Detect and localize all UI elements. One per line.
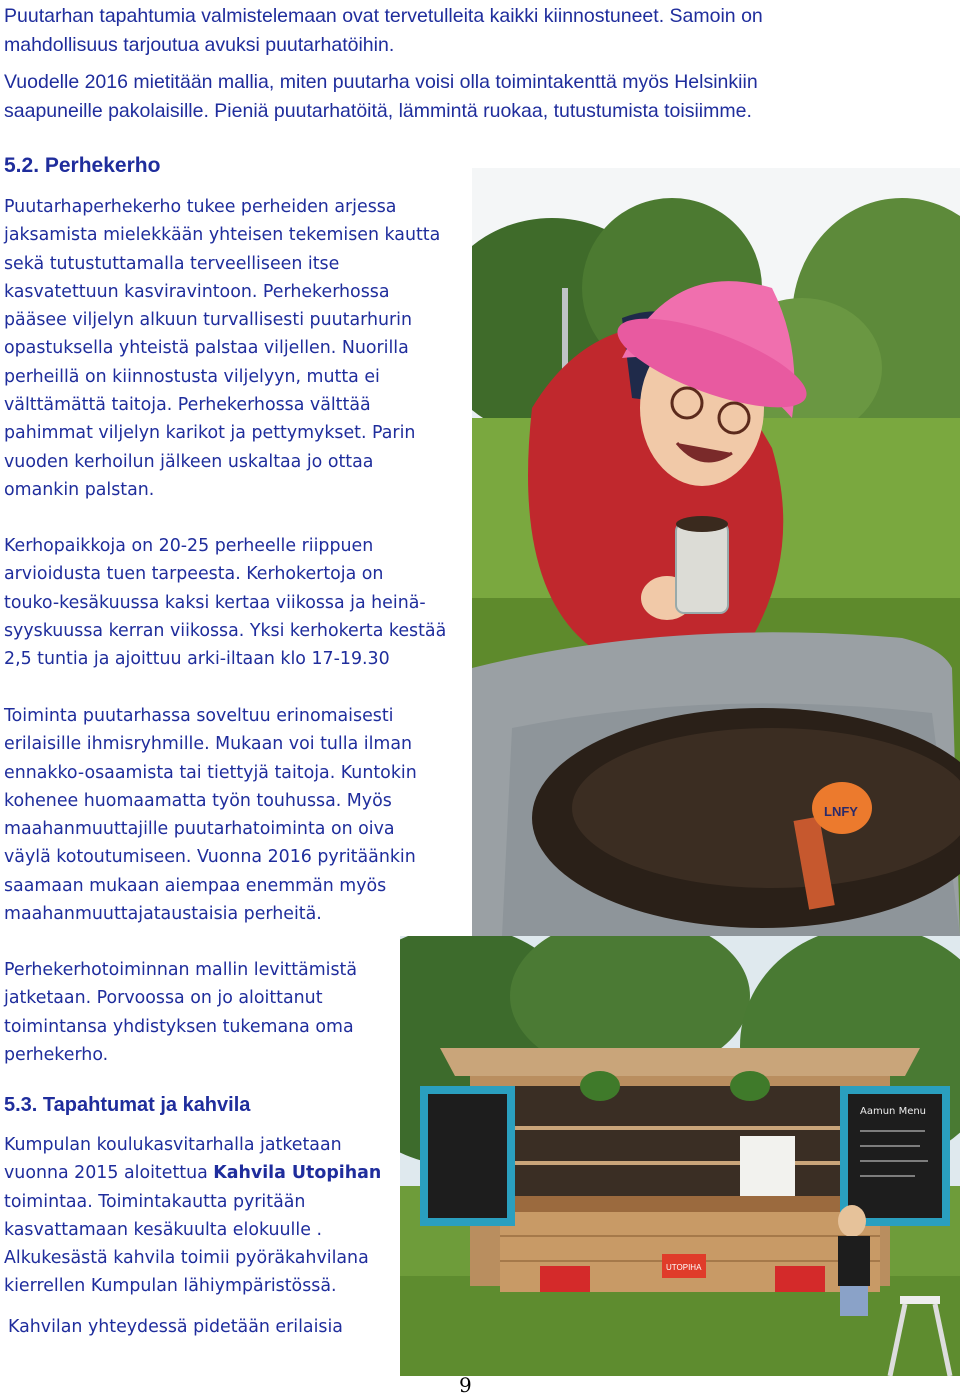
text-line: saamaan mukaan aiempaa enemmän myös [4,875,387,896]
tapahtumat-para-2: Kahvilan yhteydessä pidetään erilaisia [8,1317,343,1337]
text-line: opastuksella yhteistä palstaa viljellen. Nuorilla [4,338,409,359]
tapahtumat-para-1 [4,1131,381,1301]
intro-line: Puutarhan tapahtumia valmistelemaan ovat tervetulleita kaikki kiinnostuneet. Samoin on [4,5,763,27]
text-line: perhekerho. [4,1044,109,1065]
cafe-stand-illustration [400,936,960,1376]
text-line: kasvatettuun kasviravintoon. Perhekerhossa [4,281,390,302]
text-line: Perhekerhotoiminnan mallin levittämistä [4,960,357,980]
intro-text [4,2,954,126]
text-line: Puutarhaperhekerho tukee perheiden arjessa [4,197,397,217]
text-line: sekä tutustuttamalla terveelliseen itse [4,253,340,274]
text-fragment: vuonna 2015 aloitettua [4,1163,214,1184]
text-line: maahanmuuttajille puutarhatoiminta on oiva [4,819,395,840]
perhekerho-para-1 [4,193,440,504]
text-line: toimintaa. Toimintakautta pyritään [4,1191,306,1212]
text-line: Kumpulan koulukasvitarhalla jatketaan [4,1135,342,1155]
text-line: jaksamista mielekkään yhteisen tekemisen kautta [4,225,441,246]
cafe-name: Kahvila Utopihan [213,1163,382,1184]
intro-line: Vuodelle 2016 mietitään mallia, miten puutarha voisi olla toimintakenttä myös Helsinkiin [4,71,758,93]
text-line: ennakko-osaamista tai tiettyjä taitoja. Kuntokin [4,762,417,783]
child-wheelbarrow-photo [472,168,960,936]
cafe-stand-photo [400,936,960,1376]
text-line: pääsee viljelyn alkuun turvallisesti puutarhurin [4,310,413,331]
text-line: erilaisille ihmisryhmille. Mukaan voi tulla ilman [4,734,413,755]
page-number: 9 [459,1373,472,1397]
text-line: Alkukesästä kahvila toimii pyöräkahvilana [4,1248,369,1269]
text-line: väylä kotoutumiseen. Vuonna 2016 pyritäänkin [4,847,416,868]
text-line: kierrellen Kumpulan lähiympäristössä. [4,1276,337,1297]
intro-line: mahdollisuus tarjoutua avuksi puutarhatöihin. [4,34,395,56]
board-title: Aamun Menu [860,1106,927,1117]
child-wheelbarrow-illustration [472,168,960,936]
text-line: touko-kesäkuussa kaksi kertaa viikossa ja heinä- [4,592,426,613]
text-line: omankin palstan. [4,479,155,500]
intro-line: saapuneille pakolaisille. Pieniä puutarhatöitä, lämmintä ruokaa, tutustumista toisiimme. [4,100,752,122]
perhekerho-para-4 [4,956,357,1069]
text-line: vuoden kerhoilun jälkeen uskaltaa jo ottaa [4,451,374,472]
text-line: syyskuussa kerran viikossa. Yksi kerhokerta kestää [4,620,447,641]
section-heading-perhekerho: 5.2. Perhekerho [4,154,161,177]
text-line: 2,5 tuntia ja ajoittuu arki-iltaan klo 17-19.30 [4,649,390,670]
text-line: toimintansa yhdistyksen tukemana oma [4,1016,354,1037]
section-heading-tapahtumat: 5.3. Tapahtumat ja kahvila [4,1094,251,1116]
text-line: jatketaan. Porvoossa on jo aloittanut [4,988,323,1009]
text-line: pahimmat viljelyn karikot ja pettymykset. Parin [4,423,416,444]
text-line: Toiminta puutarhassa soveltuu erinomaisesti [4,706,394,726]
perhekerho-para-2 [4,532,446,673]
stand-sign: UTOPIHA [666,1263,702,1272]
text-line: perheillä on kiinnostusta viljelyyn, mutta ei [4,366,380,387]
text-line: kasvattamaan kesäkuulta elokuulle . [4,1219,322,1240]
trowel-label: LNFY [824,804,858,819]
text-line: kohenee huomaamatta työn touhussa. Myös [4,790,392,811]
text-line: välttämättä taitoja. Perhekerhossa välttää [4,395,371,416]
text-line [4,1159,381,1187]
text-line: Kerhopaikkoja on 20-25 perheelle riippuen [4,536,374,556]
text-line: arvioidusta tuen tarpeesta. Kerhokertoja on [4,564,384,585]
text-line: maahanmuuttajataustaisia perheitä. [4,904,322,925]
perhekerho-para-3 [4,702,417,928]
